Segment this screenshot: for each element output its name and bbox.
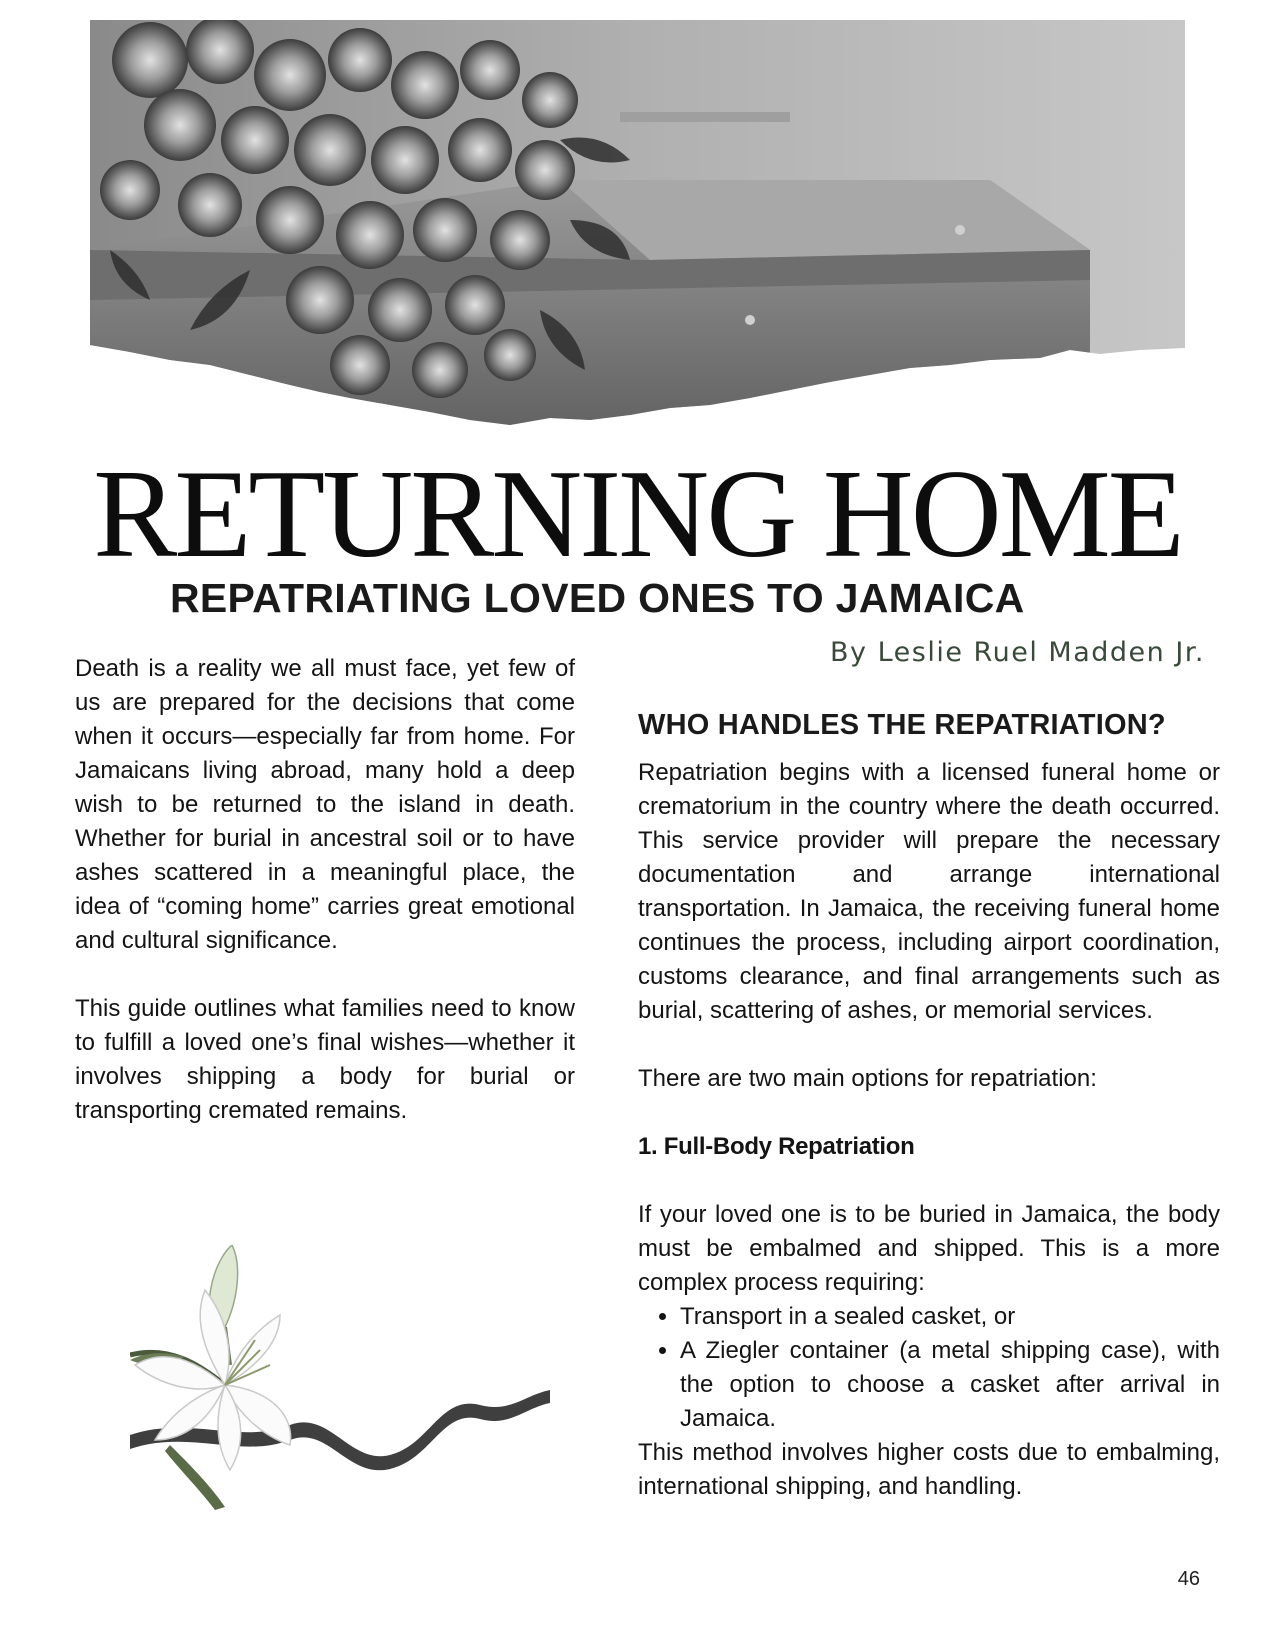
hero-photo-svg [90, 20, 1185, 450]
intro-paragraph: Death is a reality we all must face, yet few of us are prepared for the decisions that come when it occurs—especially far from home. For Jamaicans living abroad, many hold a deep wish to be returned to the island in death. Whether for burial in ancestral soil or to have ashes scattered in a meaningful place, the idea of “coming home” carries great emotional and cultural significance. [75, 655, 575, 954]
page-number: 46 [1177, 1568, 1200, 1590]
article-title: RETURNING HOME [93, 445, 1182, 584]
bullet-item: • A Ziegler container (a metal shipping case), with the option to choose a casket after arrival in Jamaica. [680, 1334, 1220, 1436]
author-byline: By Leslie Ruel Madden Jr. [830, 637, 1205, 668]
paragraph-gap [75, 958, 575, 992]
option1-paragraph: If your loved one is to be buried in Jamaica, the body must be embalmed and shipped. This is a more complex process requiring: [638, 1200, 1220, 1296]
section-heading: WHO HANDLES THE REPATRIATION? [638, 709, 1166, 741]
article-subtitle: REPATRIATING LOVED ONES TO JAMAICA [170, 575, 1025, 621]
guide-paragraph: This guide outlines what families need to know to fulfill a loved one’s final wishes—whether it involves shipping a body for burial or transporting cremated remains. [75, 995, 575, 1124]
option1-title: 1. Full-Body Repatriation [638, 1132, 915, 1160]
paragraph-gap [638, 1096, 1220, 1130]
bullet-item: • Transport in a sealed casket, or [680, 1300, 1220, 1334]
right-column [638, 710, 1220, 1504]
repatriation-intro-paragraph: Repatriation begins with a licensed funeral home or crematorium in the country where the death occurred. This service provider will prepare the necessary documentation and arrange international transportation. In Jamaica, the receiving funeral home continues the process, including airport coordination, customs clearance, and final arrangements such as burial, scattering of ashes, or memorial services. [638, 758, 1220, 1024]
option1-closing-paragraph: This method involves higher costs due to embalming, international shipping, and handling. [638, 1438, 1220, 1500]
paragraph-gap [638, 1164, 1220, 1198]
white-lily-ribbon-illustration [130, 1245, 550, 1515]
hero-photo-casket-roses [90, 20, 1185, 450]
lily-svg [130, 1245, 550, 1515]
option1-bullet-list [638, 1300, 1220, 1436]
options-line: There are two main options for repatriation: [638, 1064, 1097, 1092]
paragraph-gap [638, 1028, 1220, 1062]
left-column [75, 652, 575, 1128]
